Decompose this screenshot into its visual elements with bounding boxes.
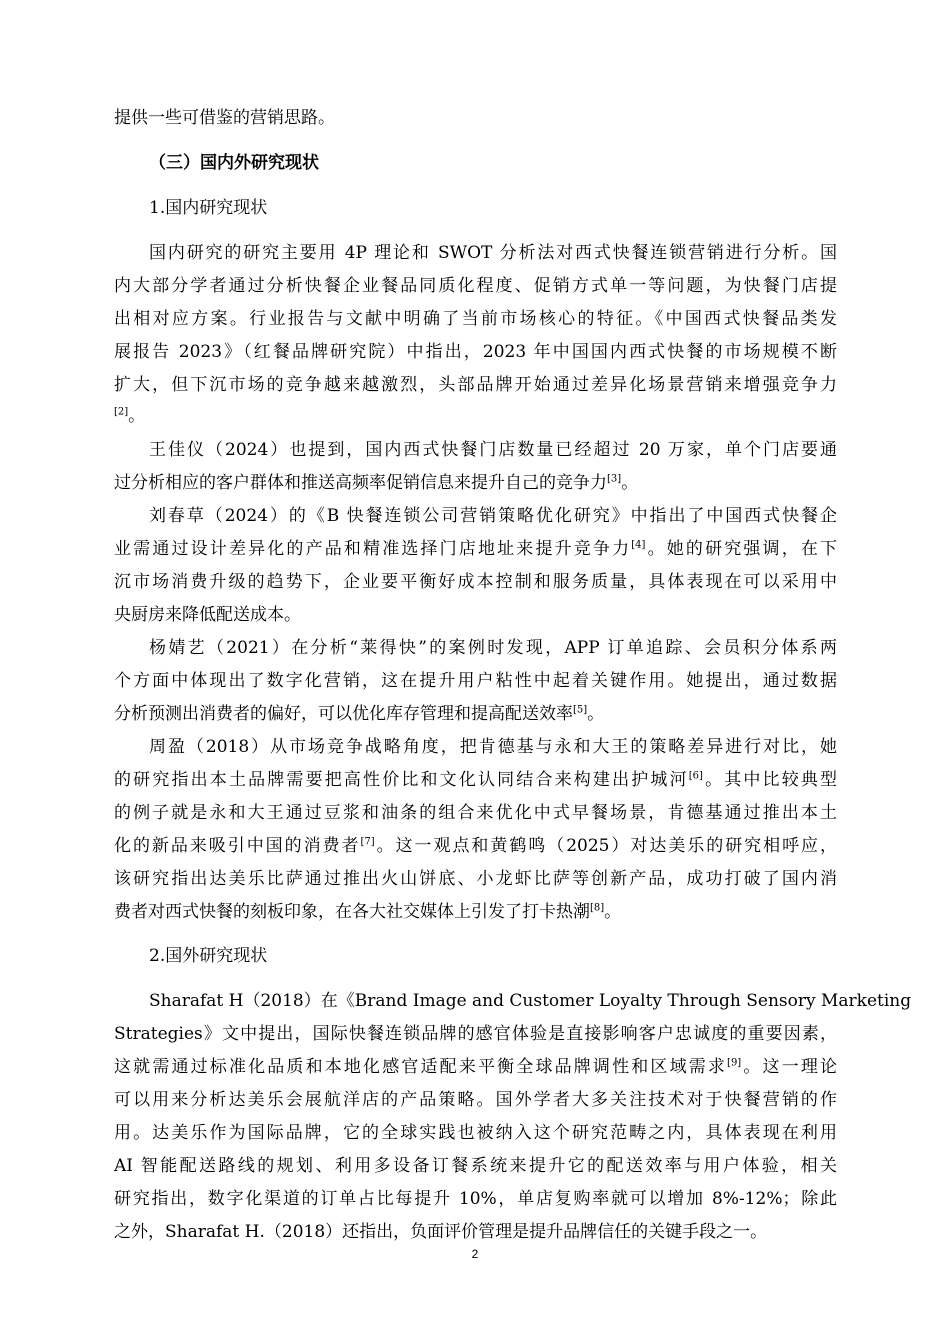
text-line — [114, 871, 837, 888]
text-run: 费者对西式快餐的刻板印象，在各大社交媒体上引发了打卡热潮 — [114, 902, 590, 922]
text-line — [114, 574, 837, 591]
text-run: （三）国内外研究现状 — [149, 153, 319, 173]
text-run: 扩大，但下沉市场的竞争越来越激烈，头部品牌开始通过差异化场景营销来增强竞争力 — [114, 375, 837, 395]
text-line — [114, 805, 837, 822]
text-run: 个方面中体现出了数字化营销，这在提升用户粘性中起着关键作用。她提出，通过数据 — [114, 671, 837, 691]
text-run: 。 — [587, 704, 605, 724]
text-run: 该研究指出达美乐比萨通过推出火山饼底、小龙虾比萨等创新产品，成功打破了国内消 — [114, 869, 837, 889]
text-line — [114, 344, 837, 361]
text-run: 。这一观点和黄鹤鸣（2025）对达美乐的研究相呼应， — [374, 836, 838, 856]
text-line — [149, 245, 837, 262]
text-run: Sharafat H（2018）在《Brand Image and Customer Loyalty Through Sensory Marketing — [149, 991, 912, 1011]
text-line — [114, 1158, 837, 1175]
text-run: 。其中比较典型 — [702, 770, 838, 790]
text-line — [149, 442, 837, 459]
citation-ref: [6] — [688, 770, 703, 782]
text-run: 央厨房来降低配送成本。 — [114, 605, 301, 625]
text-line — [114, 311, 837, 328]
text-line — [149, 948, 267, 965]
text-run: 这就需通过标准化品质和本地化感官适配来平衡全球品牌调性和区域需求 — [114, 1057, 728, 1077]
text-run: 。她的研究强调，在下 — [645, 539, 838, 559]
text-run: 内大部分学者通过分析快餐企业餐品同质化程度、促销方式单一等问题，为快餐门店提 — [114, 276, 837, 296]
text-run: Strategies》文中提出，国际快餐连锁品牌的感官体验是直接影响客户忠诚度的重要因素， — [114, 1024, 837, 1044]
text-line — [114, 1059, 837, 1076]
text-run: 化的新品来吸引中国的消费者 — [114, 836, 361, 856]
citation-ref: [4] — [631, 539, 646, 551]
text-run: 国内研究的研究主要用 4P 理论和 SWOT 分析法对西式快餐连锁营销进行分析。国 — [149, 243, 837, 263]
text-run: 杨婧艺（2021）在分析“莱得快”的案例时发现，APP 订单追踪、会员积分体系两 — [149, 638, 837, 658]
citation-ref: [2] — [114, 406, 129, 418]
text-line — [114, 607, 301, 624]
text-run: 业需通过设计差异化的产品和精准选择门店地址来提升竞争力 — [114, 539, 632, 559]
text-run: 周盈（2018）从市场竞争战略角度，把肯德基与永和大王的策略差异进行对比，她 — [149, 737, 837, 757]
text-line — [114, 408, 145, 425]
text-run: 。 — [604, 902, 622, 922]
text-line — [114, 377, 837, 394]
text-line — [114, 904, 621, 921]
text-line — [114, 1191, 837, 1208]
text-run: AI 智能配送路线的规划、利用多设备订餐系统来提升它的配送效率与用户体验，相关 — [114, 1156, 837, 1176]
text-line — [114, 475, 638, 492]
text-run: 刘春草（2024）的《B 快餐连锁公司营销策略优化研究》中指出了中国西式快餐企 — [149, 506, 837, 526]
text-run: 沉市场消费升级的趋势下，企业要平衡好成本控制和服务质量，具体表现在可以采用中 — [114, 572, 837, 592]
text-line — [114, 1026, 837, 1043]
text-run: 可以用来分析达美乐会展航洋店的产品策略。国外学者大多关注技术对于快餐营销的作 — [114, 1090, 837, 1110]
text-line — [114, 278, 837, 295]
text-run: 展报告 2023》（红餐品牌研究院）中指出，2023 年中国国内西式快餐的市场规模不断 — [114, 342, 837, 362]
text-run: 的研究指出本土品牌需要把高性价比和文化认同结合来构建出护城河 — [114, 770, 689, 790]
text-run: 的例子就是永和大王通过豆浆和油条的组合来优化中式早餐场景，肯德基通过推出本土 — [114, 803, 837, 823]
text-line — [114, 838, 837, 855]
text-run: 出相对应方案。行业报告与文献中明确了当前市场核心的特征。《中国西式快餐品类发 — [114, 309, 837, 329]
text-line — [114, 673, 837, 690]
text-line — [114, 1125, 837, 1142]
text-run: 。 — [128, 406, 146, 426]
page-number: 2 — [471, 1247, 479, 1261]
text-run: 1.国内研究现状 — [149, 198, 268, 218]
text-run: 过分析相应的客户群体和推送高频率促销信息来提升自己的竞争力 — [114, 473, 607, 493]
text-line — [149, 200, 267, 217]
text-line — [114, 541, 837, 558]
text-line — [114, 1092, 837, 1109]
citation-ref: [7] — [360, 836, 375, 848]
section-heading — [149, 155, 319, 172]
text-line — [149, 508, 837, 525]
citation-ref: [3] — [607, 473, 622, 485]
text-line — [114, 110, 335, 127]
text-run: 2.国外研究现状 — [149, 946, 268, 966]
text-run: 王佳仪（2024）也提到，国内西式快餐门店数量已经超过 20 万家，单个门店要通 — [149, 440, 837, 460]
text-line — [149, 640, 837, 657]
text-line — [114, 772, 837, 789]
text-run: 分析预测出消费者的偏好，可以优化库存管理和提高配送效率 — [114, 704, 573, 724]
text-run: 用。达美乐作为国际品牌，它的全球实践也被纳入这个研究范畴之内，具体表现在利用 — [114, 1123, 837, 1143]
text-run: 。 — [621, 473, 639, 493]
citation-ref: [9] — [727, 1057, 742, 1069]
text-line — [149, 739, 837, 756]
text-run: 之外，Sharafat H.（2018）还指出，负面评价管理是提升品牌信任的关键手段之一。 — [114, 1222, 768, 1242]
citation-ref: [5] — [573, 704, 588, 716]
text-run: 提供一些可借鉴的营销思路。 — [114, 108, 335, 128]
text-line — [149, 991, 912, 1011]
text-run: 研究指出，数字化渠道的订单占比每提升 10%，单店复购率就可以增加 8%-12%；除此 — [114, 1189, 837, 1209]
text-run: 。这一理论 — [741, 1057, 838, 1077]
text-line — [114, 1224, 767, 1241]
text-line — [114, 706, 604, 723]
citation-ref: [8] — [590, 902, 605, 914]
